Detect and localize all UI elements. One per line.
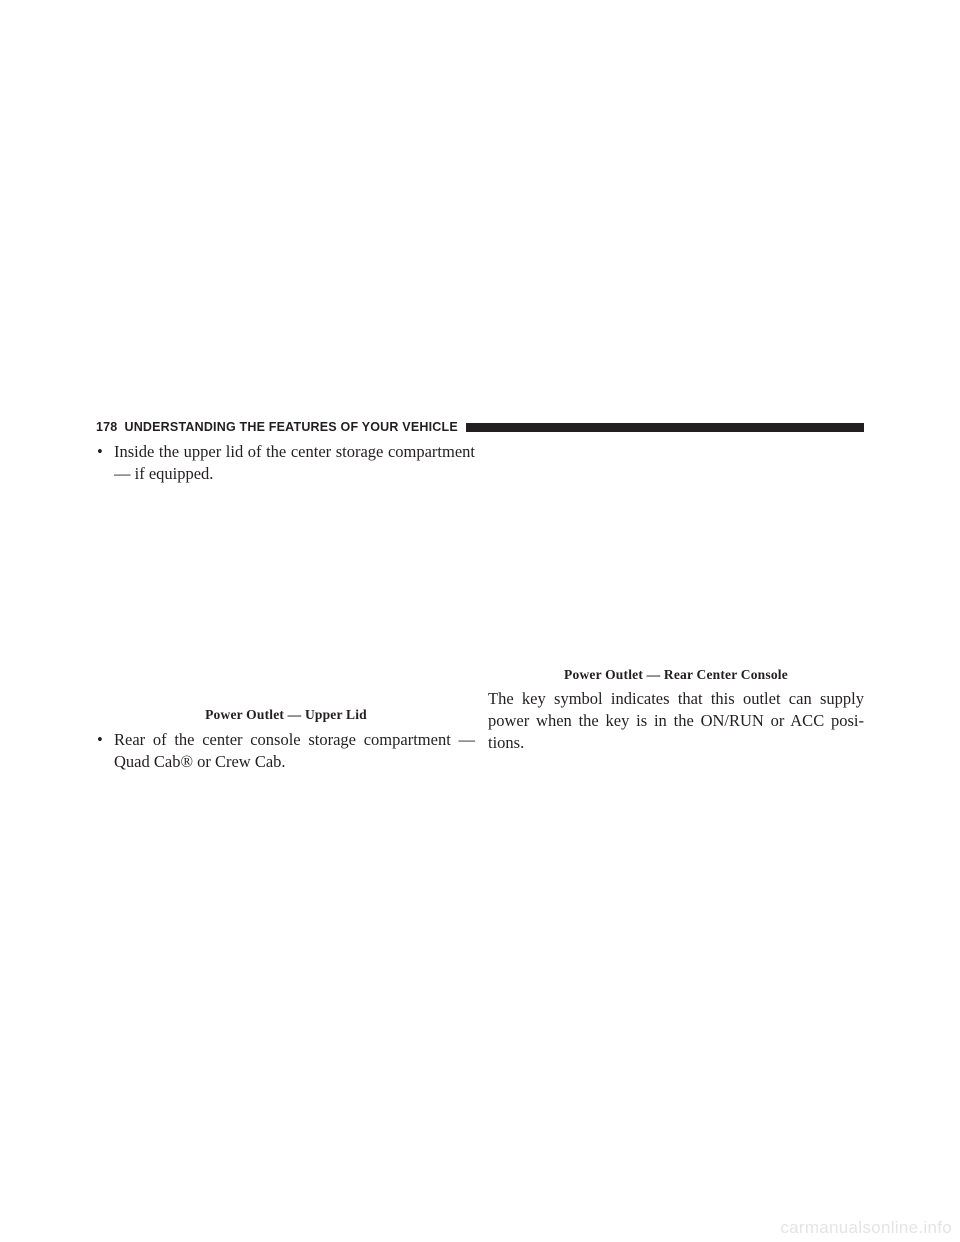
bullet-dot: • — [97, 442, 103, 461]
page-number: 178 — [96, 420, 118, 434]
bullet-text: Rear of the center console storage compartment — Quad Cab® or Crew Cab. — [114, 730, 475, 771]
bullet-rear-console — [97, 729, 475, 773]
caption-rear-console: Power Outlet — Rear Center Console — [564, 667, 788, 682]
figure-upper-lid — [97, 490, 475, 700]
header-rule — [466, 423, 864, 432]
key-symbol-paragraph: The key symbol indicates that this outlet can supply power when the key is in the ON/RUN or ACC posi- tions. — [488, 689, 864, 752]
figure-rear-console — [488, 441, 864, 661]
bullet-upper-lid — [97, 441, 475, 485]
caption-upper-lid: Power Outlet — Upper Lid — [205, 707, 367, 722]
section-title: UNDERSTANDING THE FEATURES OF YOUR VEHICLE — [124, 420, 458, 434]
bullet-dot: • — [97, 730, 103, 749]
bullet-text: Inside the upper lid of the center storage compartment — if equipped. — [114, 442, 475, 483]
page-header — [96, 417, 864, 437]
watermark: carmanualsonline.info — [780, 1218, 952, 1237]
